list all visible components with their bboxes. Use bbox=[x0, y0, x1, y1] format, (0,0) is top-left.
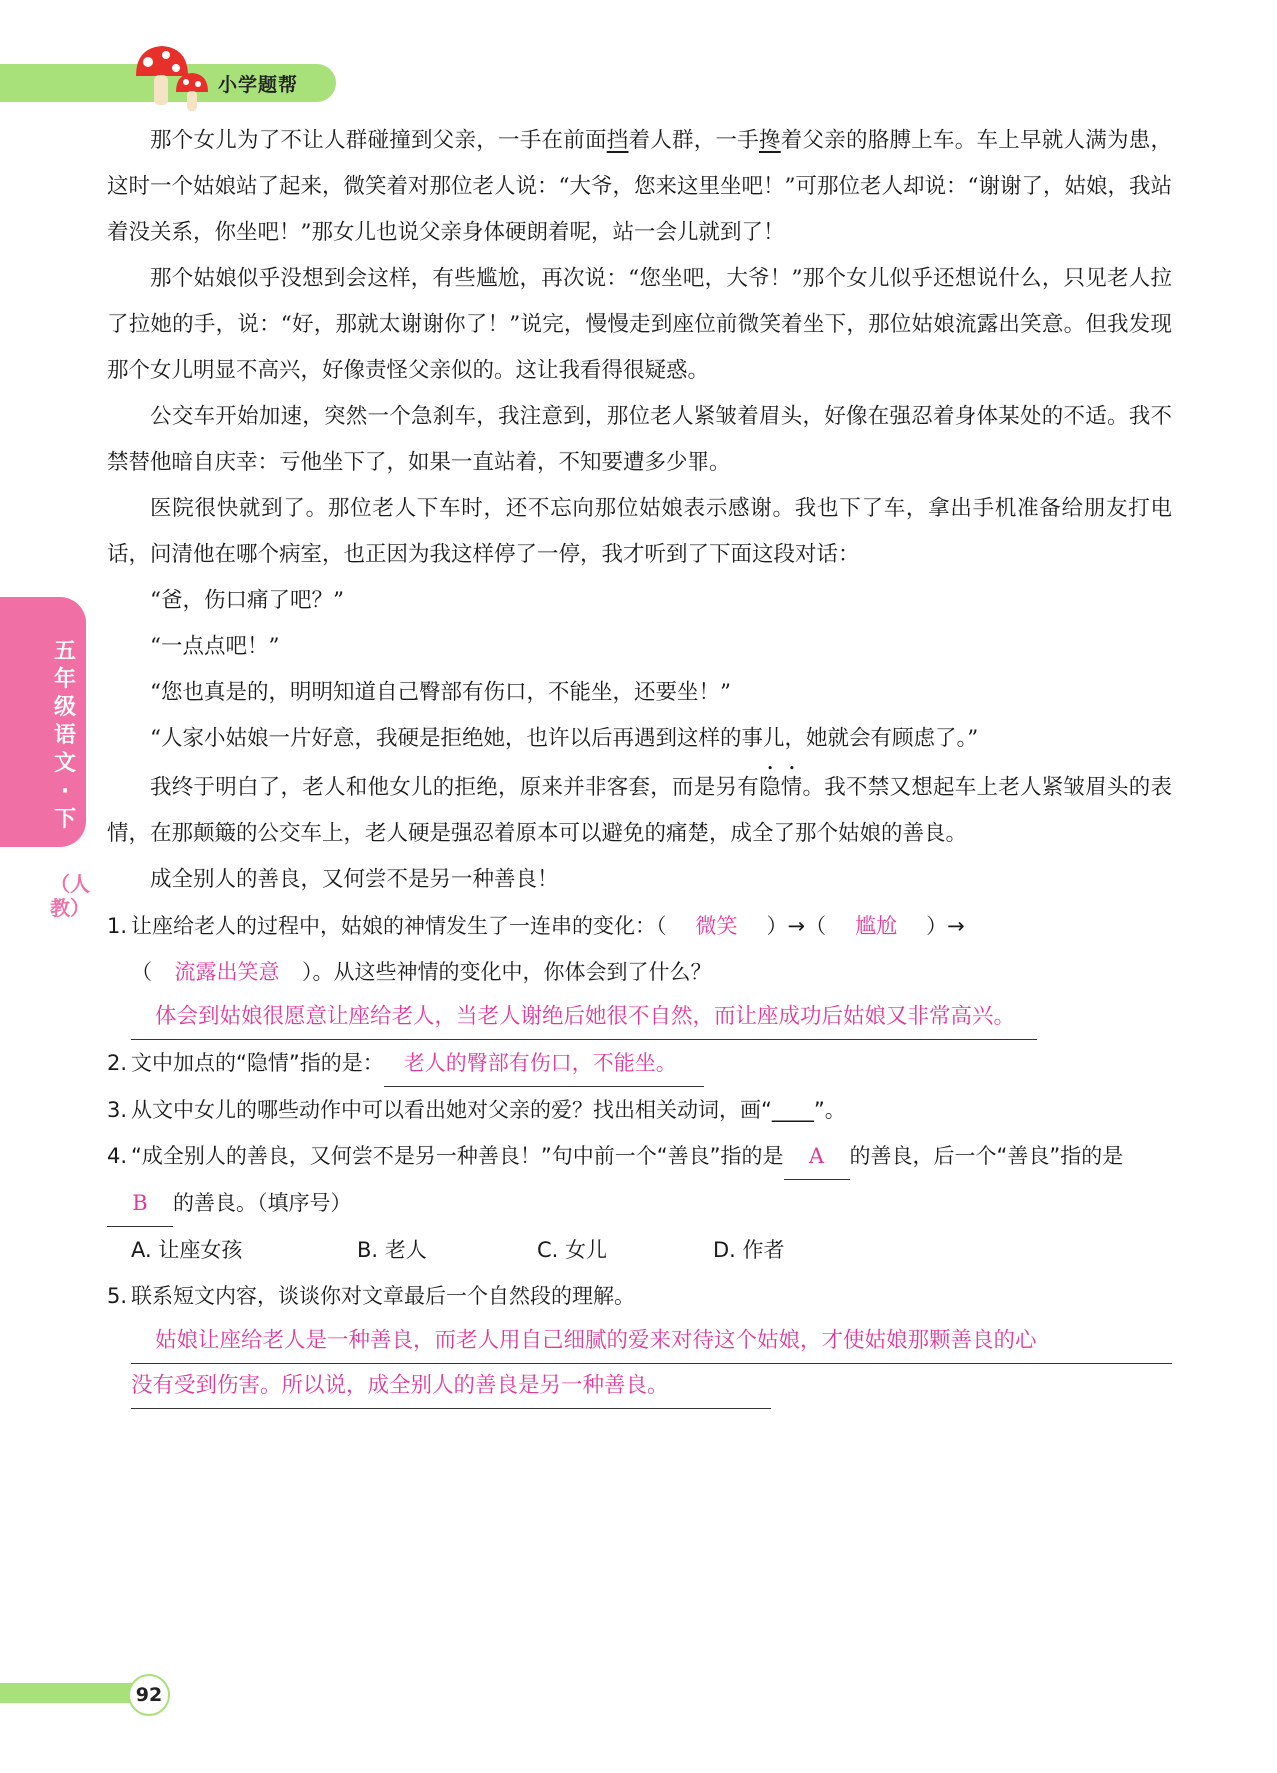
page-content bbox=[107, 118, 1172, 1409]
question-text: 的善良。（填序号） bbox=[173, 1191, 352, 1215]
answer-blank[interactable]: A bbox=[784, 1133, 850, 1180]
underlined-word: 挡 bbox=[606, 128, 629, 153]
side-grade-label: 五年级语文·下 bbox=[53, 639, 76, 832]
question-number: 2. bbox=[107, 1051, 128, 1075]
question-text: 联系短文内容，谈谈你对文章最后一个自然段的理解。 bbox=[131, 1284, 635, 1308]
passage-paragraph-4: 医院很快就到了。那位老人下车时，还不忘向那位姑娘表示感谢。我也下了车，拿出手机准备给朋友打电话，问清他在哪个病室，也正因为我这样停了一停，我才听到了下面这段对话： bbox=[107, 496, 1172, 567]
option-b[interactable]: B. 老人 bbox=[357, 1238, 427, 1262]
side-edition-label: （人教） bbox=[50, 872, 90, 920]
passage-paragraph-1 bbox=[107, 118, 1172, 256]
answer-line-1[interactable]: 姑娘让座给老人是一种善良，而老人用自己细腻的爱来对待这个姑娘，才使姑娘那颗善良的心 bbox=[131, 1319, 1172, 1364]
header-title: 小学题帮 bbox=[218, 74, 299, 96]
option-d[interactable]: D. 作者 bbox=[713, 1238, 785, 1262]
question-text: ）→ bbox=[926, 914, 965, 938]
question-number: 1. bbox=[107, 914, 128, 938]
text-span: 着父亲的胳膊上车。车上早就人满为患，这时一个姑娘站了起来，微笑着对那位老人说：“大爷，您来这里坐吧！”可那位老人却说：“谢谢了，姑娘，我站着没关系，你坐吧！”那女儿也说父亲身体硬朗着呢，站一会儿就到了！ bbox=[107, 128, 1172, 245]
dialogue-line-2: “一点点吧！” bbox=[150, 634, 280, 659]
passage-paragraph-5 bbox=[107, 762, 1172, 857]
passage-paragraph-3: 公交车开始加速，突然一个急刹车，我注意到，那位老人紧皱着眉头，好像在强忍着身体某处的不适。我不禁替他暗自庆幸：亏他坐下了，如果一直站着，不知要遭多少罪。 bbox=[107, 404, 1172, 475]
passage-paragraph-2: 那个姑娘似乎没想到会这样，有些尴尬，再次说：“您坐吧，大爷！”那个女儿似乎还想说什么，只见老人拉了拉她的手，说：“好，那就太谢谢你了！”说完，慢慢走到座位前微笑着坐下，那位姑娘流露出笑意。但我发现那个女儿明显不高兴，好像责怪父亲似的。这让我看得很疑惑。 bbox=[107, 266, 1172, 383]
text-span: 着人群，一手 bbox=[628, 128, 759, 153]
page-number: 92 bbox=[128, 1674, 170, 1716]
text-span: 我终于明白了，老人和他女儿的拒绝，原来并非客套，而是另有 bbox=[150, 775, 759, 800]
option-a[interactable]: A. 让座女孩 bbox=[131, 1238, 243, 1262]
answer-blank[interactable]: 微笑 bbox=[695, 914, 738, 938]
question-text: 让座给老人的过程中，姑娘的神情发生了一连串的变化：（ bbox=[131, 914, 667, 938]
question-text: 从文中女儿的哪些动作中可以看出她对父亲的爱？找出相关动词，画“____”。 bbox=[131, 1098, 846, 1122]
option-c[interactable]: C. 女儿 bbox=[537, 1238, 608, 1262]
answer-blank[interactable]: 流露出笑意 bbox=[174, 960, 280, 984]
text-span: 那个女儿为了不让人群碰撞到父亲，一手在前面 bbox=[150, 128, 607, 153]
answer-blank[interactable]: 老人的臀部有伤口，不能坐。 bbox=[384, 1040, 704, 1087]
question-number: 5. bbox=[107, 1284, 128, 1308]
mushroom-logo-icon bbox=[128, 40, 228, 120]
answer-blank[interactable]: B bbox=[107, 1180, 173, 1227]
question-text: （ bbox=[131, 960, 152, 984]
question-3 bbox=[107, 1087, 1172, 1133]
footer-bar bbox=[0, 1683, 148, 1703]
question-4-options bbox=[107, 1227, 1172, 1273]
question-number: 3. bbox=[107, 1098, 128, 1122]
dialogue-line-3: “您也真是的，明明知道自己臀部有伤口，不能坐，还要坐！” bbox=[150, 680, 731, 705]
question-text: 的善良，后一个“善良”指的是 bbox=[849, 1144, 1124, 1168]
dialogue-line-1: “爸，伤口痛了吧？” bbox=[150, 588, 344, 613]
answer-line-2[interactable]: 没有受到伤害。所以说，成全别人的善良是另一种善良。 bbox=[131, 1364, 771, 1409]
underlined-word: 搀 bbox=[758, 128, 781, 153]
question-text: “成全别人的善良，又何尝不是另一种善良！”句中前一个“善良”指的是 bbox=[131, 1144, 784, 1168]
question-text: ）。从这些神情的变化中，你体会到了什么？ bbox=[302, 960, 712, 984]
question-text: ）→（ bbox=[766, 914, 827, 938]
dialogue-line-4: “人家小姑娘一片好意，我硬是拒绝她，也许以后再遇到这样的事儿，她就会有顾虑了。” bbox=[150, 726, 979, 751]
question-text: 文中加点的“隐情”指的是： bbox=[131, 1051, 384, 1075]
answer-line[interactable]: 体会到姑娘很愿意让座给老人，当老人谢绝后她很不自然，而让座成功后姑娘又非常高兴。 bbox=[131, 995, 1037, 1040]
question-number: 4. bbox=[107, 1144, 128, 1168]
question-5 bbox=[107, 1273, 1172, 1319]
question-1-cont bbox=[107, 949, 1172, 995]
text-span: 。我不禁又想起车上老人紧皱眉头的表情，在那颠簸的公交车上，老人硬是强忍着原本可以避免的痛楚，成全了那个姑娘的善良。 bbox=[107, 775, 1172, 846]
passage-paragraph-6: 成全别人的善良，又何尝不是另一种善良！ bbox=[150, 867, 559, 892]
dotted-word: 隐情 bbox=[758, 775, 803, 800]
question-2 bbox=[107, 1040, 1172, 1087]
question-1 bbox=[107, 903, 1172, 949]
question-4 bbox=[107, 1133, 1172, 1227]
answer-blank[interactable]: 尴尬 bbox=[855, 914, 898, 938]
